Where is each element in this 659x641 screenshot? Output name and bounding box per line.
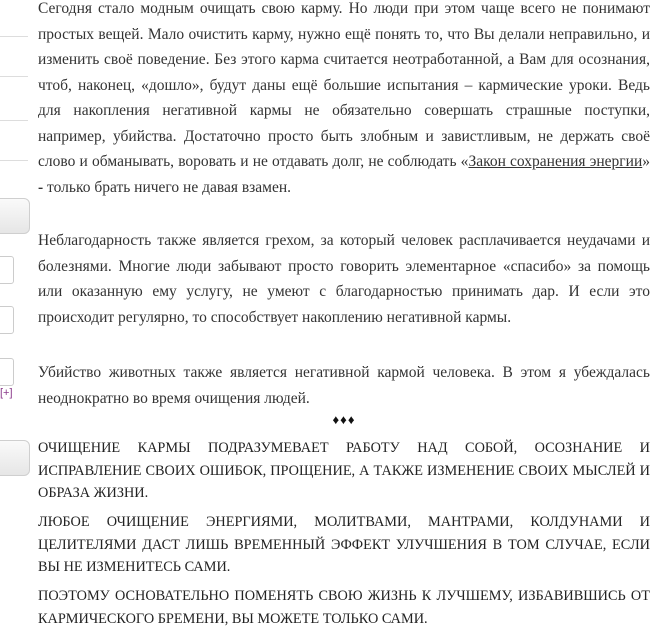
- sidebar-input-box[interactable]: [0, 306, 14, 334]
- sidebar-input-box[interactable]: [0, 358, 14, 386]
- paragraph-animal-killing: Убийство животных также является негативной кармой человека. В этом я убеждалась неоднократно во время очищения людей.: [38, 364, 650, 407]
- caps-paragraph-2: ЛЮБОЕ ОЧИЩЕНИЕ ЭНЕРГИЯМИ, МОЛИТВАМИ, МАНТРАМИ, КОЛДУНАМИ И ЦЕЛИТЕЛЯМИ ДАСТ ЛИШЬ ВРЕМЕННЫЙ ЭФФЕКТ УЛУЧШЕНИЯ В ТОМ СЛУЧАЕ, ЕСЛИ ВЫ НЕ ИЗМЕНИТЕСЬ САМИ.: [38, 514, 650, 575]
- left-sidebar-fragment: [0, 0, 30, 641]
- paragraph-text: Сегодня стало модным очищать свою карму. Но люди при этом чаще всего не понимают простых вещей. Мало очистить карму, нужно ещё понять то, что Вы делали неправильно, и изменить своё поведение. Без этого карма считается неотработанной, а Вам для осознания, чтоб, наконец, «дошло», будут даны ещё большие испытания – кармические уроки. Ведь для накопления негативной кармы не обязательно совершать страшные поступки, например, убийства. Достаточно просто быть злобным и завистливым, не держать своё слово и обманывать, воровать и не отдавать долг, не соблюдать «: [38, 0, 650, 170]
- sidebar-divider: [0, 36, 28, 37]
- sidebar-divider: [0, 120, 28, 121]
- paragraph-text: »: [642, 153, 650, 170]
- diamond-separator: ♦♦♦: [332, 412, 356, 427]
- sidebar-divider: [0, 160, 28, 161]
- paragraph-text: только брать ничего не давая взамен.: [47, 178, 292, 196]
- sidebar-button[interactable]: [0, 198, 30, 234]
- sidebar-expand-link[interactable]: [+]: [0, 387, 13, 399]
- paragraph-ingratitude: Неблагодарность также является грехом, за который человек расплачивается неудачами и болезнями. Многие люди забывают просто говорить элементарное «спасибо» за помощь или оказанную ему услугу, не умеют с благодарностью принимать дар. И если это происходит регулярно, то способствует накоплению негативной кармы.: [38, 232, 650, 326]
- sidebar-divider: [0, 76, 28, 77]
- paragraph-karma-cleansing: [38, 0, 650, 200]
- caps-paragraph-3: ПОЭТОМУ ОСНОВАТЕЛЬНО ПОМЕНЯТЬ СВОЮ ЖИЗНЬ К ЛУЧШЕМУ, ИЗБАВИВШИСЬ ОТ КАРМИЧЕСКОГО БРЕМЕНИ, ВЫ МОЖЕТЕ ТОЛЬКО САМИ.: [38, 588, 650, 627]
- dash: -: [38, 178, 48, 196]
- caps-paragraph-1: ОЧИЩЕНИЕ КАРМЫ ПОДРАЗУМЕВАЕТ РАБОТУ НАД СОБОЙ, ОСОЗНАНИЕ И ИСПРАВЛЕНИЕ СВОИХ ОШИБОК, ПРОЩЕНИЕ, А ТАКЖЕ ИЗМЕНЕНИЕ СВОИХ МЫСЛЕЙ И ОБРАЗА ЖИЗНИ.: [38, 440, 650, 501]
- energy-conservation-law-link[interactable]: Закон сохранения энергии: [468, 153, 643, 170]
- sidebar-button[interactable]: [0, 440, 30, 476]
- sidebar-input-box[interactable]: [0, 256, 14, 284]
